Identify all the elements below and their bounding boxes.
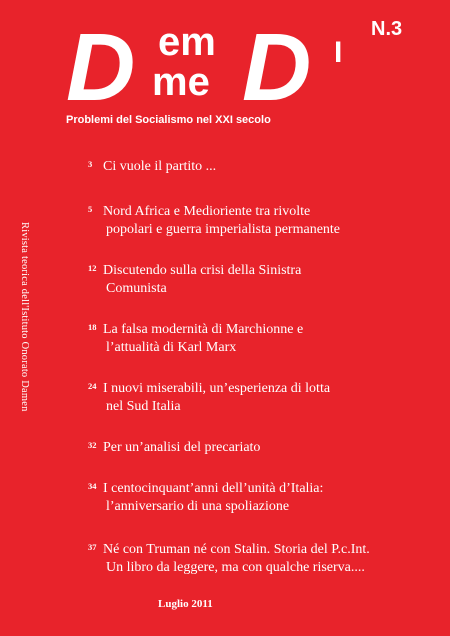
toc-title-line-1: Né con Truman né con Stalin. Storia del P.c.Int. (103, 542, 370, 557)
logo-me: me (152, 60, 210, 104)
toc-title-line-2: l’anniversario di una spoliazione (106, 499, 290, 514)
toc-page-number: 32 (88, 440, 97, 450)
toc-title-line-1: La falsa modernità di Marchionne e (103, 322, 304, 337)
toc-title-line-2: Comunista (106, 281, 167, 296)
toc-title-line-1: Per un’analisi del precariato (103, 440, 261, 455)
toc-title-line-2: nel Sud Italia (106, 399, 181, 414)
toc-title-line-2: Un libro da leggere, ma con qualche riserva.... (106, 560, 365, 575)
toc-page-number: 5 (88, 204, 93, 214)
subtitle: Problemi del Socialismo nel XXI secolo (66, 114, 271, 126)
logo-em: em (158, 20, 216, 64)
toc-title-line-1: Ci vuole il partito ... (103, 159, 217, 174)
side-caption: Rivista teorica dell'Istituto Onorato Damen (19, 222, 30, 412)
toc-page-number: 12 (88, 263, 97, 273)
toc-item[interactable] (88, 158, 428, 176)
issue-date: Luglio 2011 (158, 598, 213, 610)
toc-item[interactable] (88, 439, 428, 457)
toc-page-number: 3 (88, 159, 93, 169)
logo-letter-d-1: D (66, 14, 136, 121)
toc-item[interactable] (88, 262, 428, 298)
toc-title (88, 321, 428, 357)
toc-page-number: 34 (88, 481, 97, 491)
toc-title-line-2: popolari e guerra imperialista permanente (106, 222, 341, 237)
toc-title (88, 439, 428, 457)
logo-letter-d-2: D (242, 14, 312, 121)
toc-title-line-1: Discutendo sulla crisi della Sinistra (103, 263, 302, 278)
toc-title (88, 158, 428, 176)
issue-number: N.3 (371, 18, 403, 40)
toc-title (88, 262, 428, 298)
toc-page-number: 37 (88, 542, 97, 552)
logo-letter-i: I (334, 36, 343, 69)
toc-item[interactable] (88, 321, 428, 357)
toc-title (88, 480, 428, 516)
toc-title-line-1: Nord Africa e Medioriente tra rivolte (103, 204, 311, 219)
toc-page-number: 24 (88, 381, 97, 391)
toc-title (88, 541, 428, 577)
toc-title (88, 203, 428, 239)
toc-title-line-1: I nuovi miserabili, un’esperienza di lotta (103, 381, 331, 396)
toc-title-line-2: l’attualità di Karl Marx (106, 340, 237, 355)
toc-item[interactable] (88, 380, 428, 416)
toc-page-number: 18 (88, 322, 97, 332)
toc-item[interactable] (88, 203, 428, 239)
toc-title (88, 380, 428, 416)
toc-title-line-1: I centocinquant’anni dell’unità d’Italia: (103, 481, 324, 496)
toc-item[interactable] (88, 480, 428, 516)
toc-item[interactable] (88, 541, 428, 577)
